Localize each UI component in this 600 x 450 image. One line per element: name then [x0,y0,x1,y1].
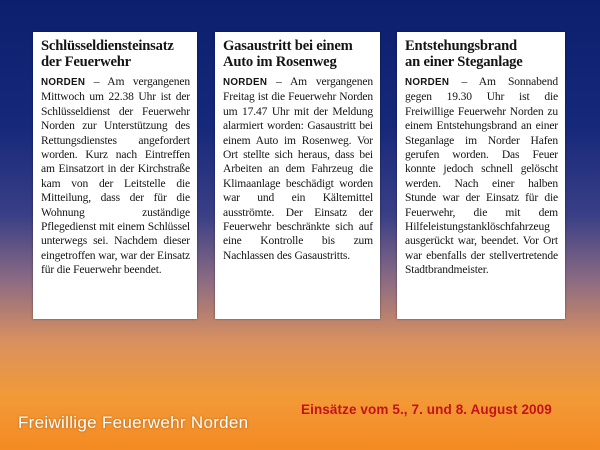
article-text: – Am Sonnabend gegen 19.30 Uhr ist die Freiwillige Feuerwehr Norden zu einem Entstehungsbrand an einer Steganlage im Norder Hafen gerufen worden. Das Feuer konnte jedoch schnell gelöscht werden. Nach einer halben Stunde war der Einsatz für die Feuerwehr, die mit dem Hilfeleistungstanklöschfahrzeug ausgerückt war, beendet. Vor Ort war ebenfalls der stellvertretende Stadtbrandmeister. [405,76,558,277]
article-body [41,75,190,278]
article-text: – Am vergangenen Mittwoch um 22.38 Uhr ist der Schlüsseldienst der Feuerwehr Norden zur Unterstützung des Rettungsdienstes angefordert worden. Kurz nach Eintreffen am Einsatzort in der Kirchstraße kam von der Leitstelle die Mitteilung, dass der für die Wohnung zuständige Pflegedienst mit einem Schlüssel unterwegs sei. Nachdem dieser eingetroffen war, war der Einsatz für die Feuerwehr beendet. [41,76,190,277]
mission-dates-caption: Einsätze vom 5., 7. und 8. August 2009 [301,402,552,417]
article-card-gasaustritt [215,32,380,319]
article-card-entstehungsbrand [397,32,565,319]
article-headline: Entstehungsbrand an einer Steganlage [405,38,523,70]
organization-name: Freiwillige Feuerwehr Norden [18,413,249,432]
article-dateline: NORDEN [223,77,268,88]
article-dateline: NORDEN [41,77,86,88]
article-card-schluesseldienst [33,32,197,319]
article-dateline: NORDEN [405,77,450,88]
article-headline: Schlüsseldiensteinsatz der Feuerwehr [41,38,174,70]
article-body [223,75,373,263]
article-text: – Am vergangenen Freitag ist die Feuerwehr Norden um 17.47 Uhr mit der Meldung alarmiert worden: Gasaustritt bei einem Auto im Rosenweg. Vor Ort stellte sich heraus, dass bei Arbeiten an dem Fahrzeug die Klimaanlage beschädigt worden war und ein Kältemittel ausströmte. Der Einsatz der Feuerwehr beschränkte sich auf eine Kontrolle bis zum Nachlassen des Gasaustritts. [223,76,373,262]
article-body [405,75,558,278]
article-headline: Gasaustritt bei einem Auto im Rosenweg [223,38,353,70]
